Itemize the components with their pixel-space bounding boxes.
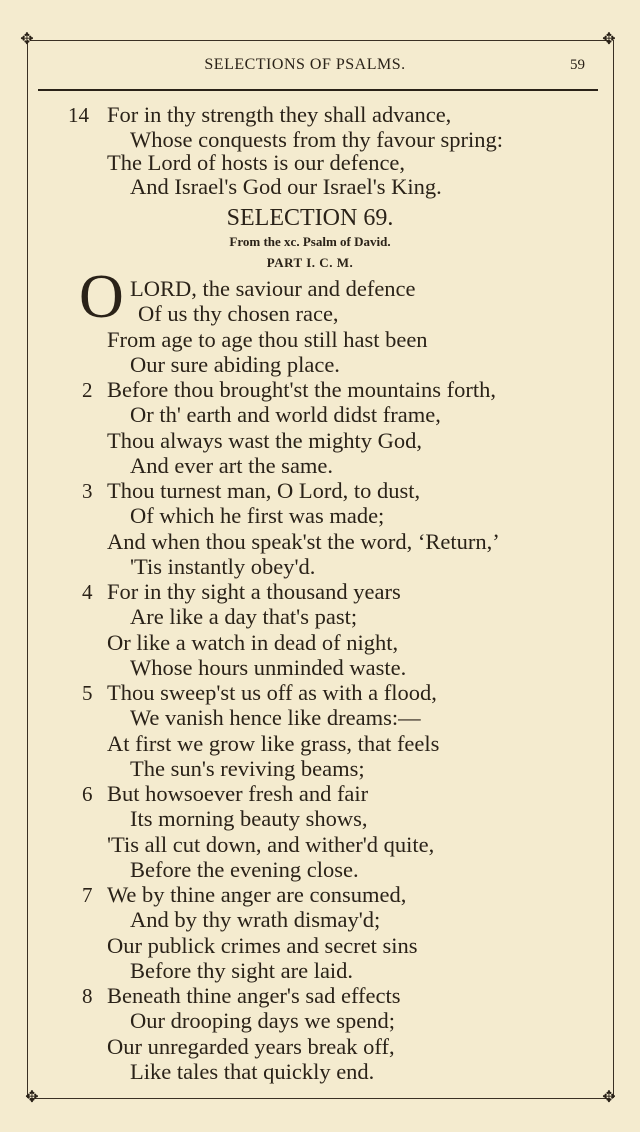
verse-line: Thou always wast the mighty God,: [107, 427, 422, 453]
selection-part: PART I. C. M.: [266, 255, 354, 270]
verse-number: 5: [82, 681, 93, 705]
verse-line: At first we grow like grass, that feels: [107, 730, 440, 756]
verse-number: 14: [68, 103, 89, 127]
verse-line: Are like a day that's past;: [130, 604, 358, 630]
verse-number: 4: [82, 580, 93, 604]
verse-line: Beneath thine anger's sad effects: [107, 983, 401, 1008]
verse-line: Before thou brought'st the mountains forth,: [107, 377, 496, 402]
verse-number: 8: [82, 984, 93, 1008]
verse-line: Our drooping days we spend;: [130, 1008, 395, 1034]
verse-line: The sun's reviving beams;: [130, 755, 365, 781]
verse-line: 'Tis all cut down, and wither'd quite,: [107, 831, 435, 857]
verse-line: 'Tis instantly obey'd.: [130, 553, 316, 579]
verse-line: LORD, the saviour and defence: [130, 276, 416, 301]
verse-line: We vanish hence like dreams:—: [130, 705, 421, 731]
verse-line: Thou sweep'st us off as with a flood,: [107, 680, 437, 705]
verse-line: And when thou speak'st the word, ‘Return,’: [107, 528, 500, 554]
verse-line: Or th' earth and world didst frame,: [130, 402, 441, 428]
header-rule: [38, 89, 598, 91]
drop-cap: O: [79, 263, 124, 331]
verse-line: Our sure abiding place.: [130, 351, 340, 377]
verse-line: For in thy strength they shall advance,: [107, 102, 452, 127]
verse-line: Thou turnest man, O Lord, to dust,: [107, 478, 421, 503]
verse-number: 2: [82, 378, 93, 402]
verse-number: 7: [82, 883, 93, 907]
verse-line: Whose hours unminded waste.: [130, 654, 407, 680]
corner-ornament-icon: ✥: [20, 31, 34, 48]
verse-line: Our unregarded years break off,: [107, 1033, 395, 1059]
verse-line: Our publick crimes and secret sins: [107, 932, 418, 958]
verse-line: Of us thy chosen race,: [138, 301, 339, 327]
verse-line: But howsoever fresh and fair: [107, 781, 369, 806]
verse-line: Or like a watch in dead of night,: [107, 629, 399, 655]
verse-line: Its morning beauty shows,: [130, 806, 368, 832]
page-number: 59: [570, 57, 585, 73]
bottom-border-rule: [30, 1098, 610, 1099]
verse-line: The Lord of hosts is our defence,: [107, 150, 406, 175]
running-header: SELECTIONS OF PSALMS.: [204, 56, 406, 73]
verse-line: From age to age thou still hast been: [107, 326, 428, 352]
verse-number: 6: [82, 782, 93, 806]
verse-line: And Israel's God our Israel's King.: [130, 174, 442, 199]
top-border-rule: [30, 40, 610, 41]
selection-title: SELECTION 69.: [226, 205, 394, 231]
verse-line: For in thy sight a thousand years: [107, 579, 401, 604]
corner-ornament-icon: ✥: [602, 1089, 616, 1106]
selection-subtitle: From the xc. Psalm of David.: [229, 234, 391, 249]
verse-line: We by thine anger are consumed,: [107, 882, 407, 907]
corner-ornament-icon: ✥: [25, 1089, 39, 1106]
verse-line: Like tales that quickly end.: [130, 1058, 375, 1084]
verse-number: 3: [82, 479, 93, 503]
verse-line: And ever art the same.: [130, 452, 334, 478]
verse-line: Before the evening close.: [130, 856, 359, 882]
verse-line: And by thy wrath dismay'd;: [130, 907, 381, 933]
verse-line: Whose conquests from thy favour spring:: [130, 127, 504, 152]
corner-ornament-icon: ✥: [602, 31, 616, 48]
verse-line: Of which he first was made;: [130, 503, 385, 529]
verse-line: Before thy sight are laid.: [130, 957, 354, 983]
